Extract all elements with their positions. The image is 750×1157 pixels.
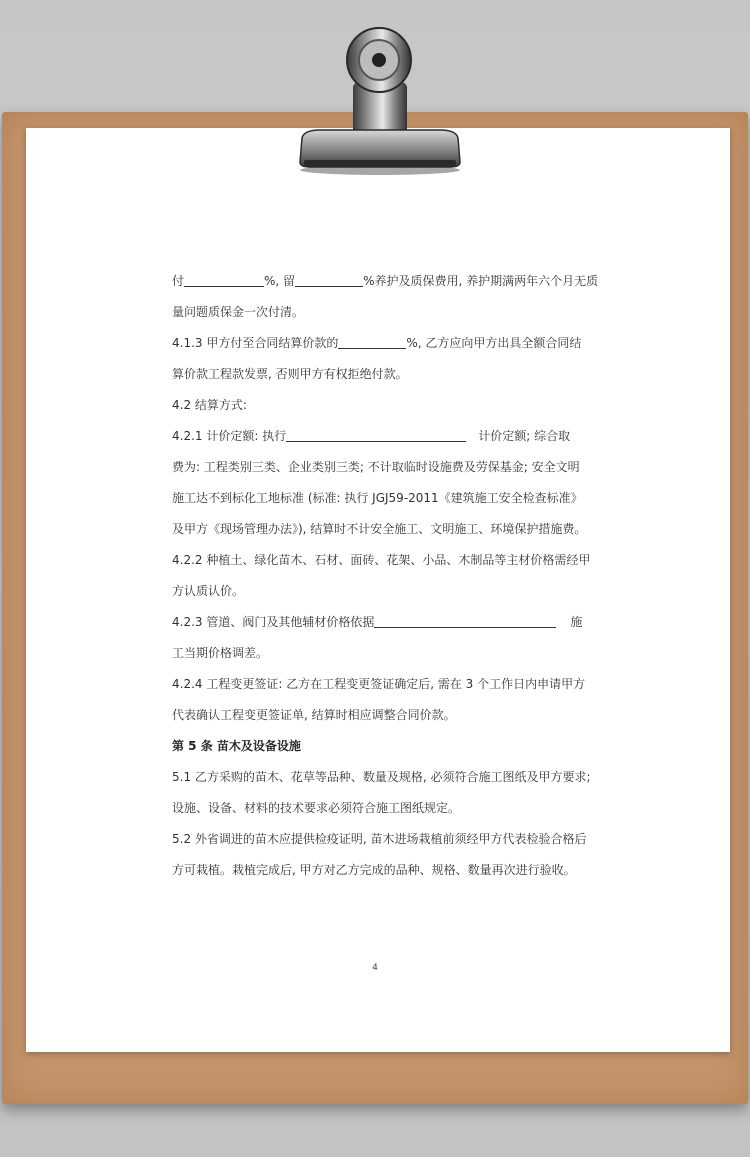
text-line: 方认质认价。 [172, 584, 245, 598]
text-line: 工当期价格调差。 [172, 646, 269, 660]
text-line: 5.1 乙方采购的苗木、花草等品种、数量及规格, 必须符合施工图纸及甲方要求; [172, 770, 591, 784]
blank-field [184, 272, 264, 287]
binder-clip-icon [290, 20, 470, 175]
contract-text [172, 266, 599, 886]
text-line: 方可栽植。栽植完成后, 甲方对乙方完成的品种、规格、数量再次进行验收。 [172, 863, 576, 877]
text-line: 费为: 工程类别三类、企业类别三类; 不计取临时设施费及劳保基金; 安全文明 [172, 460, 580, 474]
text-line: 4.2.2 种植土、绿化苗木、石材、面砖、花架、小品、木制品等主材价格需经甲 [172, 553, 591, 567]
text-line: 及甲方《现场管理办法》), 结算时不计安全施工、文明施工、环境保护措施费。 [172, 522, 587, 536]
text-line: 算价款工程款发票, 否则甲方有权拒绝付款。 [172, 367, 408, 381]
text-line: 4.2 结算方式: [172, 398, 247, 412]
text-line: 设施、设备、材料的技术要求必须符合施工图纸规定。 [172, 801, 461, 815]
text-line: 代表确认工程变更签证单, 结算时相应调整合同价款。 [172, 708, 456, 722]
blank-field [338, 334, 406, 349]
text-line: 付 %, 留 %养护及质保费用, 养护期满两年六个月无质 [172, 274, 599, 288]
text-line: 5.2 外省调进的苗木应提供检疫证明, 苗木进场栽植前须经甲方代表检验合格后 [172, 832, 587, 846]
section-heading: 第 5 条 苗木及设备设施 [172, 739, 301, 753]
blank-field [286, 427, 466, 442]
page-number: 4 [372, 963, 378, 973]
text-line: 施工达不到标化工地标准 (标准: 执行 JGJ59-2011《建筑施工安全检查标准》 [172, 491, 583, 505]
text-line: 4.2.4 工程变更签证: 乙方在工程变更签证确定后, 需在 3 个工作日内申请甲方 [172, 677, 586, 691]
text-line: 量问题质保金一次付清。 [172, 305, 305, 319]
text-line: 4.2.3 管道、阀门及其他辅材价格依据 施 [172, 615, 583, 629]
text-line: 4.1.3 甲方付至合同结算价款的 %, 乙方应向甲方出具全额合同结 [172, 336, 582, 350]
blank-field [295, 272, 363, 287]
blank-field [374, 613, 556, 628]
text-line: 4.2.1 计价定额: 执行 计价定额; 综合取 [172, 429, 571, 443]
